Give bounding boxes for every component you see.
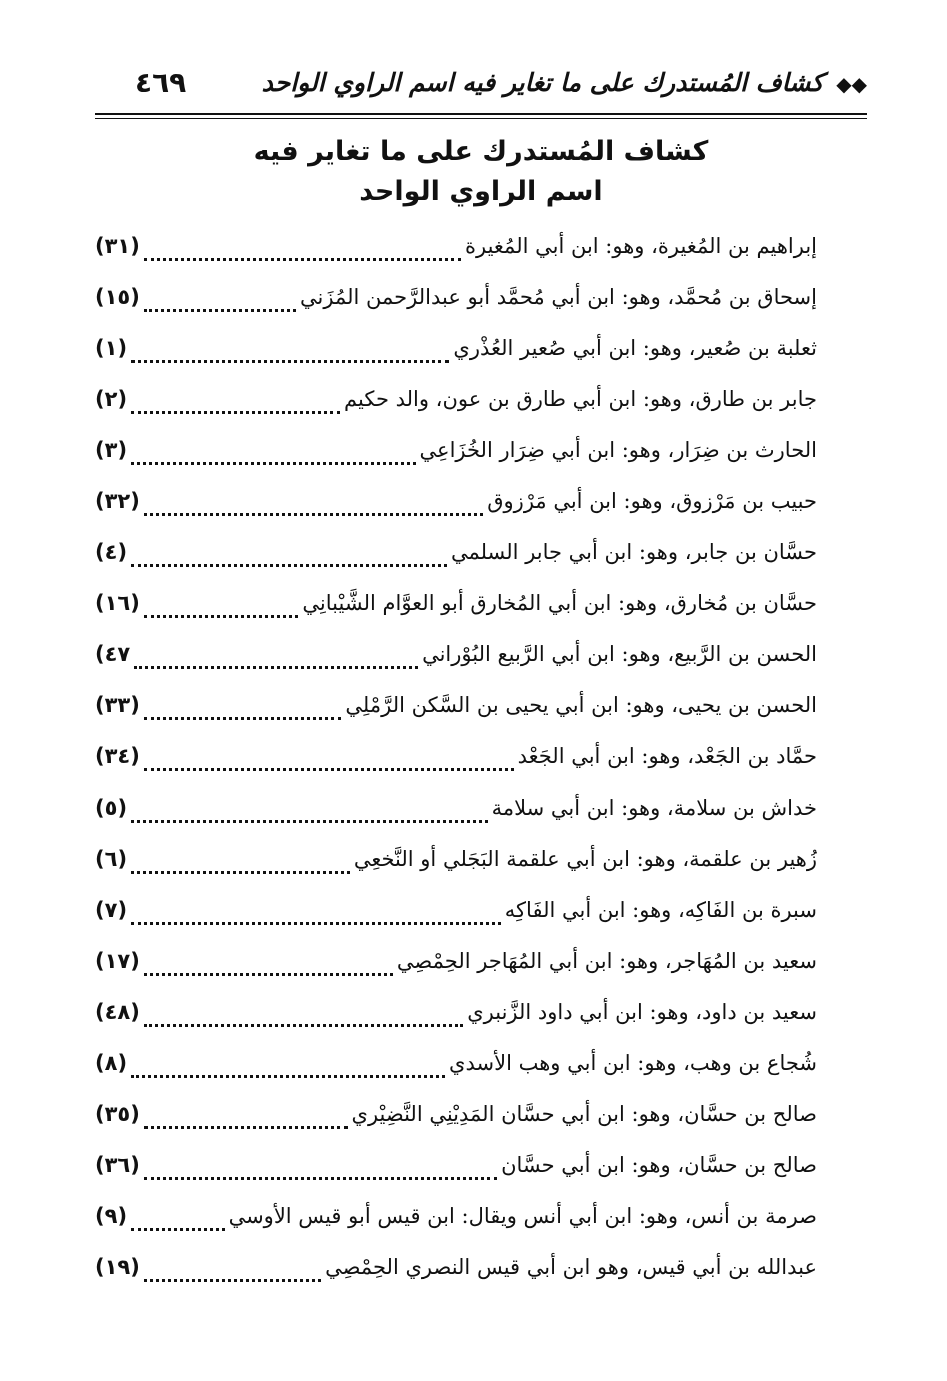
dot-leader (131, 901, 501, 925)
entry-text: صالح بن حسَّان، وهو: ابن أبي حسَّان المَدِيْنِي النَّضِيْري (351, 1102, 817, 1127)
section-heading-line-1: كشاف المُستدرك على ما تغاير فيه (253, 136, 709, 167)
entry-reference: (١٧) (95, 948, 140, 973)
entry-text: حسَّان بن جابر، وهو: ابن أبي جابر السلمي (450, 540, 817, 565)
index-entry (95, 1140, 817, 1191)
dot-leader (131, 850, 350, 874)
entry-reference: (٣٣) (95, 693, 140, 718)
entry-text: سعيد بن المُهَاجر، وهو: ابن أبي المُهَاجر الحِمْصِي (396, 948, 817, 973)
entry-reference: (٩) (95, 1204, 128, 1229)
entry-text: سبرة بن الفَاكِه، وهو: ابن أبي الفَاكِه (504, 897, 817, 922)
page-number: ٤٦٩ (135, 66, 187, 99)
entry-reference: (٤) (95, 540, 128, 565)
entry-text: ثعلبة بن صُعير، وهو: ابن أبي صُعير العُذْري (453, 335, 817, 360)
entry-reference: (٣٢) (95, 489, 140, 514)
entry-text: الحارث بن ضِرَار، وهو: ابن أبي ضِرَار الخُزَاعِي (419, 437, 817, 462)
entry-text: حسَّان بن مُخارق، وهو: ابن أبي المُخارق أبو العوَّام الشَّيْبانِي (302, 591, 817, 616)
index-entry (95, 578, 817, 629)
index-entry (95, 1089, 817, 1140)
running-title (262, 68, 867, 97)
entry-text: جابر بن طارق، وهو: ابن أبي طارق بن عون، والد حكيم (344, 386, 817, 411)
page-header (95, 62, 867, 112)
entry-reference: (١٦) (95, 591, 140, 616)
dot-leader (144, 1105, 348, 1129)
dot-leader (131, 441, 416, 465)
dot-leader (131, 1207, 225, 1231)
dot-leader (144, 492, 483, 516)
entry-text: الحسن بن الرَّبيع، وهو: ابن أبي الرَّبيع البُوْراني (422, 642, 817, 667)
entry-reference: (٨) (95, 1051, 128, 1076)
entry-reference: (٥) (95, 795, 128, 820)
entry-text: الحسن بن يحيى، وهو: ابن أبي يحيى بن السَّكن الرَّمْلِي (345, 693, 817, 718)
index-entry (95, 527, 817, 578)
header-rule-thick (95, 113, 867, 115)
entry-text: حبيب بن مَرْزوق، وهو: ابن أبي مَرْزوق (487, 489, 817, 514)
entry-text: حمَّاد بن الجَعْد، وهو: ابن أبي الجَعْد (517, 744, 817, 769)
dot-leader (144, 696, 342, 720)
entry-text: زُهير بن علقمة، وهو: ابن أبي علقمة البَجَلي أو النَّخعِي (353, 846, 817, 871)
dot-leader (144, 1156, 497, 1180)
index-entry (95, 1038, 817, 1089)
entry-text: إبراهيم بن المُغيرة، وهو: ابن أبي المُغيرة (465, 233, 817, 258)
dot-leader (134, 645, 418, 669)
entry-text: خداش بن سلامة، وهو: ابن أبي سلامة (491, 795, 817, 820)
index-entry (95, 782, 817, 833)
entry-reference: ٤٧) (95, 642, 131, 667)
entry-text: شُجاع بن وهب، وهو: ابن أبي وهب الأسدي (449, 1051, 817, 1076)
index-entry (95, 475, 817, 526)
index-entry (95, 271, 817, 322)
section-heading-line-2: اسم الراوي الواحد (359, 176, 603, 207)
index-entry (95, 1191, 817, 1242)
index-entry (95, 986, 817, 1037)
entry-reference: (٣٥) (95, 1102, 140, 1127)
entry-text: سعيد بن داود، وهو: ابن أبي داود الزَّنبري (467, 999, 817, 1024)
dot-leader (131, 339, 449, 363)
entry-reference: (٣٤) (95, 744, 140, 769)
entry-reference: (١٩) (95, 1255, 140, 1280)
entry-reference: (٣) (95, 437, 128, 462)
entry-text: صرمة بن أنس، وهو: ابن أبي أنس ويقال: ابن قيس أبو قيس الأوسي (228, 1204, 817, 1229)
index-entry (95, 1242, 817, 1293)
entry-reference: (٦) (95, 846, 128, 871)
index-entries-list (95, 220, 817, 1293)
index-entry (95, 373, 817, 424)
dot-leader (131, 390, 340, 414)
dot-leader (144, 237, 461, 261)
dot-leader (131, 799, 488, 823)
entry-reference: (١٥) (95, 284, 140, 309)
index-entry (95, 935, 817, 986)
dot-leader (144, 288, 296, 312)
index-entry (95, 680, 817, 731)
entry-reference: (٢) (95, 386, 128, 411)
dot-leader (144, 747, 514, 771)
index-entry (95, 424, 817, 475)
index-entry (95, 322, 817, 373)
dot-leader (144, 594, 299, 618)
entry-text: إسحاق بن مُحمَّد، وهو: ابن أبي مُحمَّد أبو عبدالرَّحمن المُزَني (300, 284, 817, 309)
entry-text: عبدالله بن أبي قيس، وهو ابن أبي قيس النصري الحِمْصِي (325, 1255, 817, 1280)
entry-reference: (٤٨) (95, 999, 140, 1024)
dot-leader (144, 952, 393, 976)
header-rule-thin (95, 118, 867, 119)
entry-reference: (٧) (95, 897, 128, 922)
diamond-ornament-icon: ◆◆ (836, 72, 867, 96)
entry-reference: (١) (95, 335, 128, 360)
index-entry (95, 220, 817, 271)
index-entry (95, 731, 817, 782)
dot-leader (131, 543, 447, 567)
dot-leader (144, 1258, 321, 1282)
entry-text: صالح بن حسَّان، وهو: ابن أبي حسَّان (501, 1153, 817, 1178)
index-entry (95, 833, 817, 884)
running-title-text: كشاف المُستدرك على ما تغاير فيه اسم الراوي الواحد (261, 68, 824, 97)
index-entry (95, 629, 817, 680)
dot-leader (144, 1003, 463, 1027)
entry-reference: (٣٦) (95, 1153, 140, 1178)
entry-reference: (٣١) (95, 233, 140, 258)
index-entry (95, 884, 817, 935)
dot-leader (131, 1054, 445, 1078)
